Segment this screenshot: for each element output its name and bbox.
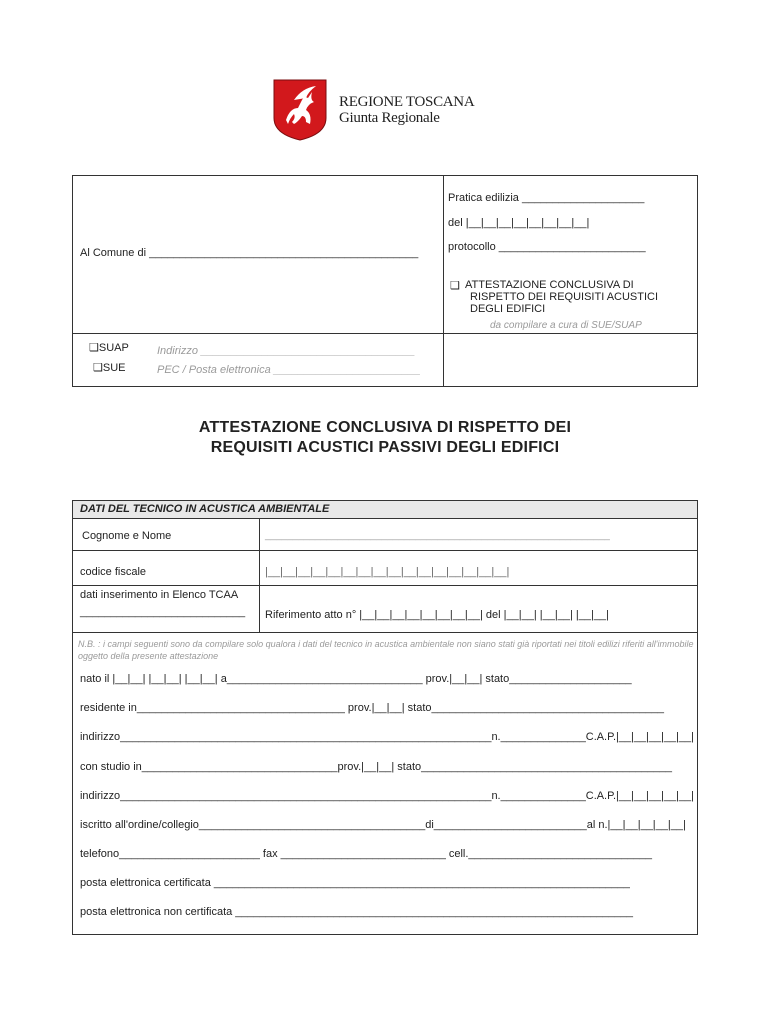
divider xyxy=(443,175,444,387)
divider xyxy=(72,550,698,551)
cognome-field[interactable]: ______________________________________________________________ xyxy=(265,530,610,541)
divider xyxy=(259,518,260,632)
tcaa-label: dati inserimento in Elenco TCAA xyxy=(80,589,239,601)
cognome-label: Cognome e Nome xyxy=(82,530,172,542)
attestazione-checkbox[interactable]: ❑ xyxy=(450,280,460,292)
compile-note: da compilare a cura di SUE/SUAP xyxy=(490,320,642,331)
studio-row[interactable]: con studio in________________________________prov.|__|__| stato_________________________________________ xyxy=(80,761,672,773)
pratica-edilizia-field[interactable]: Pratica edilizia ____________________ xyxy=(448,192,645,204)
nb-note: N.B. : i campi seguenti sono da compilare solo qualora i dati del tecnico in acustica ambientale non siano stati già riportati nei titoli edilizi riferiti all'immobile oggetto della presente attestazione xyxy=(78,639,694,661)
attestazione-label-1: ATTESTAZIONE CONCLUSIVA DI xyxy=(465,279,634,291)
residenza-row[interactable]: residente in__________________________________ prov.|__|__| stato______________________________________ xyxy=(80,702,664,714)
attestazione-label-3: DEGLI EDIFICI xyxy=(470,303,546,315)
pegasus-emblem-icon xyxy=(272,78,328,142)
indirizzo-studio-row[interactable]: indirizzo_____________________________________________________________n.______________C.A.P.|__|__|__|__|__| xyxy=(80,790,694,802)
indirizzo-residenza-row[interactable]: indirizzo_____________________________________________________________n.______________C.A.P.|__|__|__|__|__| xyxy=(80,731,694,743)
document-title-line-1: ATTESTAZIONE CONCLUSIVA DI RISPETTO DEI xyxy=(198,419,572,436)
cf-label: codice fiscale xyxy=(80,566,147,578)
divider xyxy=(72,585,698,586)
riferimento-field[interactable]: Riferimento atto n° |__|__|__|__|__|__|__|__| del |__|__| |__|__| |__|__| xyxy=(265,609,609,621)
tcaa-field[interactable]: ___________________________ xyxy=(80,606,246,618)
ordine-row[interactable]: iscritto all'ordine/collegio_____________________________________di_________________________al n.|__|__|__|__|__| xyxy=(80,819,686,831)
document-title-line-2: REQUISITI ACUSTICI PASSIVI DEGLI EDIFICI xyxy=(210,439,560,456)
org-subtitle: Giunta Regionale xyxy=(339,110,440,126)
protocollo-field[interactable]: protocollo ________________________ xyxy=(448,241,646,253)
del-date-field[interactable]: del |__|__|__|__|__|__|__|__| xyxy=(448,217,590,229)
pec-field[interactable]: PEC / Posta elettronica ________________________ xyxy=(157,364,421,376)
nascita-row[interactable]: nato il |__|__| |__|__| |__|__| a________________________________ prov.|__|__| stato____________________ xyxy=(80,673,632,685)
al-comune-field[interactable]: Al Comune di ____________________________________________ xyxy=(80,247,419,259)
suap-checkbox[interactable]: ❑SUAP xyxy=(89,342,129,354)
section-heading: DATI DEL TECNICO IN ACUSTICA AMBIENTALE xyxy=(80,503,330,515)
email-row[interactable]: posta elettronica non certificata _________________________________________________________________ xyxy=(80,906,633,918)
pec-row[interactable]: posta elettronica certificata ____________________________________________________________________ xyxy=(80,877,630,889)
org-name: REGIONE TOSCANA xyxy=(339,94,475,110)
divider xyxy=(72,632,698,633)
sue-checkbox[interactable]: ❑SUE xyxy=(93,362,126,374)
cf-field[interactable]: |__|__|__|__|__|__|__|__|__|__|__|__|__|__|__|__| xyxy=(265,566,510,578)
indirizzo-field[interactable]: Indirizzo ___________________________________ xyxy=(157,345,416,357)
attestazione-label-2: RISPETTO DEI REQUISITI ACUSTICI xyxy=(470,291,659,303)
regione-toscana-logo xyxy=(272,78,328,142)
divider xyxy=(72,333,698,334)
contatti-row[interactable]: telefono_______________________ fax ___________________________ cell.______________________________ xyxy=(80,848,652,860)
